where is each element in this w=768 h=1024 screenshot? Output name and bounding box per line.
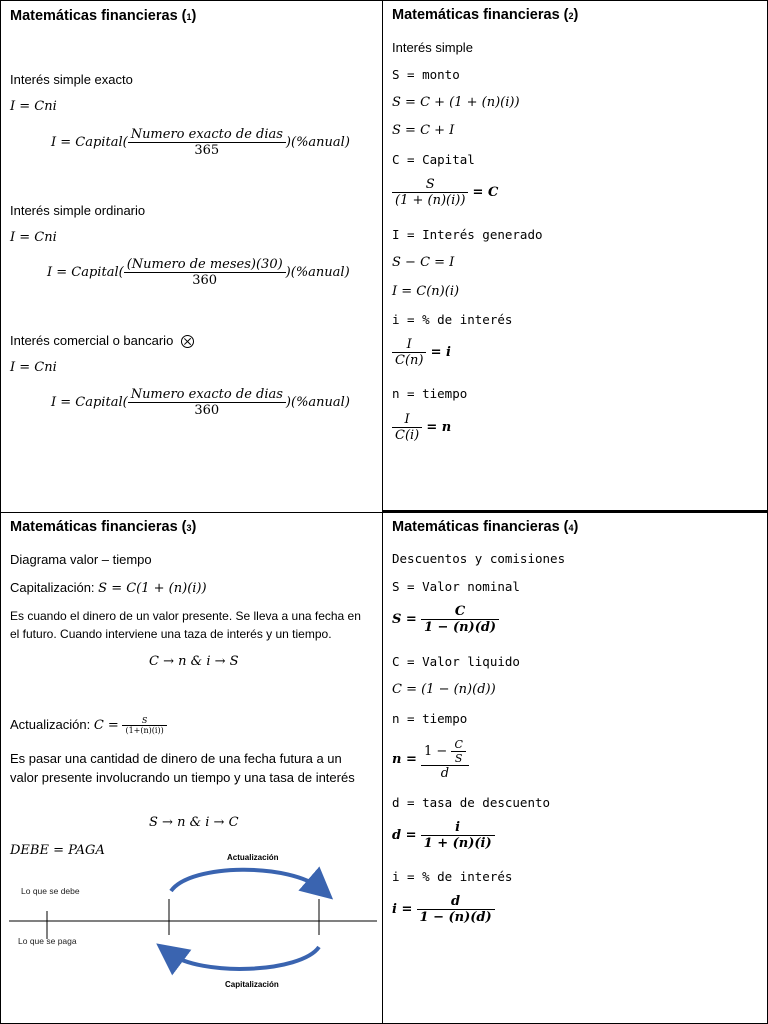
numerator-prefix: 1 − <box>424 744 448 759</box>
interest-definition: I = Interés generado <box>392 227 543 242</box>
panel-number: 3 <box>186 523 192 533</box>
diagram-top-label: Actualización <box>227 853 279 862</box>
subtitle: Descuentos y comisiones <box>392 551 566 566</box>
fraction <box>421 604 499 635</box>
time-definition: n = tiempo <box>392 711 468 726</box>
commercial-denominator: 360 <box>128 402 286 418</box>
inner-denominator: S <box>451 751 465 765</box>
denominator: (1+(n)(i)) <box>122 725 166 735</box>
actualization-fraction <box>122 716 166 735</box>
panel-value-time-diagram <box>0 512 383 1024</box>
fraction <box>392 337 426 368</box>
value-time-diagram <box>1 843 381 993</box>
commercial-rhs: )(%anual) <box>285 395 350 410</box>
exact-capital-formula <box>51 127 350 158</box>
numerator: I <box>406 337 412 352</box>
ordinary-numerator: (Numero de meses)(30) <box>126 257 283 272</box>
lhs: S = <box>392 612 417 627</box>
formula-i-rate <box>392 337 451 368</box>
nominal-definition: S = Valor nominal <box>392 579 520 594</box>
exact-fraction <box>128 127 286 158</box>
panel-title-text: Matemáticas financieras <box>392 7 560 23</box>
commercial-heading-text: Interés comercial o bancario <box>10 333 174 348</box>
diagram-bottom-label: Capitalización <box>225 980 279 989</box>
monto-definition: S = monto <box>392 67 460 82</box>
fraction <box>417 894 495 925</box>
numerator: d <box>451 894 461 909</box>
denominator: d <box>421 765 469 781</box>
commercial-lhs: I = Capital( <box>51 395 128 410</box>
exact-heading: Interés simple exacto <box>10 72 133 87</box>
rhs: = C <box>472 185 499 200</box>
fraction <box>392 412 422 443</box>
panel-title: Matemáticas financieras (1) <box>10 8 197 24</box>
formula-c-from-s <box>392 177 498 208</box>
capitalization-label: Capitalización: <box>10 580 95 595</box>
formula-i-from-s: S − C = I <box>392 255 455 270</box>
exact-numerator: Numero exacto de dias <box>130 127 283 142</box>
formula-i-cni: I = C(n)(i) <box>392 284 460 299</box>
capital-definition: C = Capital <box>392 152 475 167</box>
actualization-label: Actualización: <box>10 716 91 732</box>
liquid-definition: C = Valor liquido <box>392 654 520 669</box>
panel-title: Matemáticas financieras (2) <box>392 7 579 23</box>
ordinary-capital-formula <box>47 257 350 288</box>
denominator: 1 − (n)(d) <box>417 909 495 925</box>
commercial-numerator: Numero exacto de dias <box>130 387 283 402</box>
numerator: S <box>141 716 148 725</box>
panel-title-text: Matemáticas financieras <box>392 519 560 535</box>
exact-rhs: )(%anual) <box>285 135 350 150</box>
numerator: i <box>455 820 461 835</box>
panel-title: Matemáticas financieras (3) <box>10 519 197 535</box>
capitalization-line <box>10 580 207 596</box>
debe-paga: DEBE = PAGA <box>10 843 105 858</box>
panel-simple-interest-formulas <box>382 0 768 513</box>
fraction <box>421 820 495 851</box>
inner-numerator: C <box>454 738 463 751</box>
denominator: (1 + (n)(i)) <box>392 192 468 208</box>
lhs: d = <box>392 828 417 843</box>
formula-s-c-plus: S = C + (1 + (n)(i)) <box>392 95 520 110</box>
actualization-description: Es pasar una cantidad de dinero de una fecha futura a un valor presente involucrando un tiempo y una tasa de interés <box>10 751 355 785</box>
subtitle: Interés simple <box>392 40 473 55</box>
panel-title: Matemáticas financieras (4) <box>392 519 579 535</box>
denominator: 1 − (n)(d) <box>421 619 499 635</box>
panel-number: 1 <box>186 12 192 22</box>
panel-simple-interest-types <box>0 0 383 513</box>
inner-fraction <box>451 738 465 765</box>
commercial-capital-formula <box>51 387 350 418</box>
formula-s-nominal <box>392 604 499 635</box>
fraction <box>392 177 468 208</box>
rate-definition: i = % de interés <box>392 312 513 327</box>
capitalization-formula: S = C(1 + (n)(i)) <box>98 581 207 596</box>
owed-label: Lo que se debe <box>21 886 80 896</box>
denominator: C(i) <box>392 427 422 443</box>
numerator: S <box>425 177 435 192</box>
subtitle: Diagrama valor – tiempo <box>10 552 152 567</box>
actualization-arrow <box>171 870 321 891</box>
formula-d-discount <box>392 820 495 851</box>
formula-s-c-i: S = C + I <box>392 123 455 138</box>
fraction <box>421 738 469 781</box>
actualization-line <box>10 716 167 735</box>
formula-c-liquid: C = (1 − (n)(d)) <box>392 682 496 697</box>
panel-title-text: Matemáticas financieras <box>10 8 178 24</box>
numerator: C <box>454 604 466 619</box>
ordinary-denominator: 360 <box>124 272 286 288</box>
rhs: = i <box>430 345 451 360</box>
ordinary-heading: Interés simple ordinario <box>10 203 146 218</box>
commercial-heading <box>10 333 194 348</box>
cancel-circle-icon <box>181 335 194 348</box>
formula-n-time <box>392 738 469 781</box>
rate-definition: i = % de interés <box>392 869 513 884</box>
formula-n-time <box>392 412 451 443</box>
numerator: I <box>404 412 410 427</box>
panel-discounts <box>382 510 768 1024</box>
ordinary-rhs: )(%anual) <box>285 265 350 280</box>
commercial-formula: I = Cni <box>10 360 57 375</box>
exact-formula: I = Cni <box>10 99 57 114</box>
ordinary-formula: I = Cni <box>10 230 57 245</box>
panel-number: 4 <box>568 523 574 533</box>
denominator: 1 + (n)(i) <box>421 835 495 851</box>
actualization-flow: S → n & i → C <box>149 815 239 830</box>
ordinary-lhs: I = Capital( <box>47 265 124 280</box>
paid-label: Lo que se paga <box>18 936 77 946</box>
capitalization-arrow <box>169 947 319 969</box>
commercial-fraction <box>128 387 286 418</box>
numerator <box>421 738 469 765</box>
formula-i-rate <box>392 894 495 925</box>
ordinary-fraction <box>124 257 286 288</box>
capitalization-flow: C → n & i → S <box>149 654 239 669</box>
exact-denominator: 365 <box>128 142 286 158</box>
time-definition: n = tiempo <box>392 386 468 401</box>
rhs: = n <box>426 420 452 435</box>
exact-lhs: I = Capital( <box>51 135 128 150</box>
panel-number: 2 <box>568 11 574 21</box>
actualization-lhs: C = <box>93 717 119 733</box>
lhs: i = <box>392 902 413 917</box>
denominator: C(n) <box>392 352 426 368</box>
discount-rate-definition: d = tasa de descuento <box>392 795 551 810</box>
panel-title-text: Matemáticas financieras <box>10 519 178 535</box>
capitalization-description: Es cuando el dinero de un valor presente. Se lleva a una fecha en el futuro. Cuando interviene una taza de interés y un tiempo. <box>10 609 361 641</box>
lhs: n = <box>392 752 417 767</box>
